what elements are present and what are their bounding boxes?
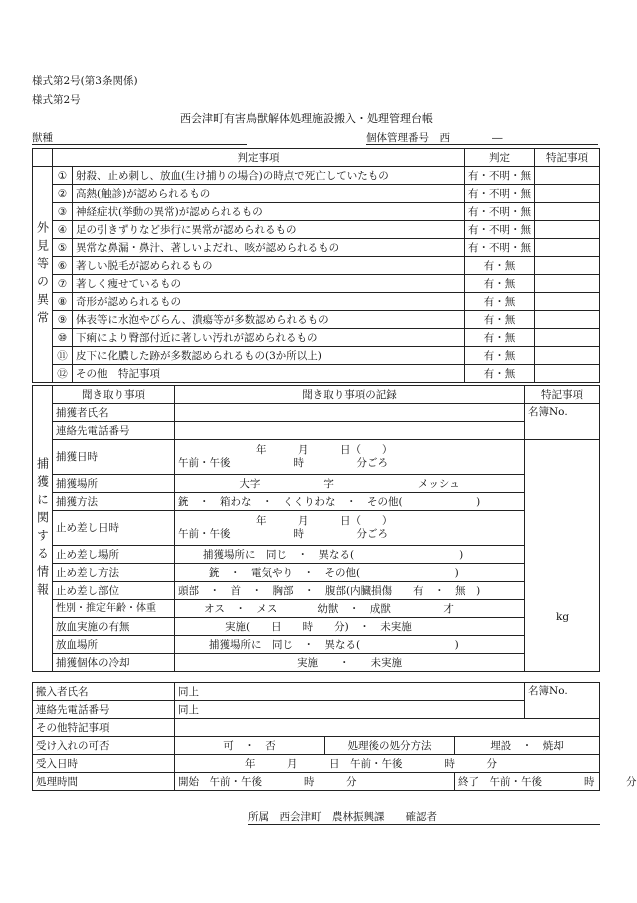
page-title: 西会津町有害鳥獣解体処理施設搬入・処理管理台帳 — [180, 112, 433, 125]
other-notes-label: その他特記事項 — [33, 719, 175, 737]
judge-row — [33, 239, 600, 257]
capturer-name-label: 捕獲者氏名 — [53, 404, 175, 422]
row-number: ④ — [53, 221, 73, 239]
species-label: 獣種 — [32, 132, 53, 144]
col-note-2: 特記事項 — [525, 386, 600, 404]
meibo-no: 名簿No. — [525, 404, 600, 440]
note-cell-2[interactable] — [525, 440, 600, 672]
judge-note-field[interactable] — [535, 347, 600, 365]
carrier-info-table — [32, 682, 637, 791]
form-number: 様式第2号(第3条関係) — [32, 75, 138, 87]
col-judge-item: 判定事項 — [53, 149, 465, 167]
phone-label: 連絡先電話番号 — [53, 422, 175, 440]
judge-row — [33, 311, 600, 329]
judge-options[interactable]: 有・不明・無 — [465, 167, 535, 185]
row-number: ⑥ — [53, 257, 73, 275]
disposal-field[interactable]: 埋設 ・ 焼却 — [455, 737, 600, 755]
judge-item-text: その他 特記事項 — [73, 365, 465, 383]
sex-age-field[interactable]: オス ・ メス 幼獣 ・ 成獣 才 — [175, 600, 525, 618]
kill-place-field[interactable]: 捕獲場所に 同じ ・ 異なる( ) — [175, 546, 525, 564]
col-hearing-item: 聞き取り事項 — [53, 386, 175, 404]
corner-cell — [33, 149, 53, 167]
processing-time-label: 処理時間 — [33, 773, 175, 791]
bleed-field[interactable]: 実施( 日 時 分) ・ 未実施 — [175, 618, 525, 636]
judge-note-field[interactable] — [535, 257, 600, 275]
judge-note-field[interactable] — [535, 203, 600, 221]
judge-note-field[interactable] — [535, 365, 600, 383]
kill-method-field[interactable]: 銃 ・ 電気やり ・ その他( ) — [175, 564, 525, 582]
weight-unit: kg — [556, 611, 570, 623]
phone-field[interactable] — [175, 422, 525, 440]
judge-options[interactable]: 有・不明・無 — [465, 221, 535, 239]
bleed-place-label: 放血場所 — [53, 636, 175, 654]
side-label-capture: 捕獲に関する情報 — [33, 386, 53, 672]
carrier-phone-label: 連絡先電話番号 — [33, 701, 175, 719]
receipt-date-label: 受入日時 — [33, 755, 175, 773]
judge-item-text: 異常な鼻漏・鼻汁、著しいよだれ、咳が認められるもの — [73, 239, 465, 257]
acceptance-field[interactable]: 可 ・ 否 — [175, 737, 325, 755]
row-number: ⑫ — [53, 365, 73, 383]
judge-note-field[interactable] — [535, 329, 600, 347]
bleed-place-field[interactable]: 捕獲場所に 同じ ・ 異なる( ) — [175, 636, 525, 654]
kill-part-label: 止め差し部位 — [53, 582, 175, 600]
judge-item-text: 体表等に水泡やびらん、潰瘍等が多数認められるもの — [73, 311, 465, 329]
row-number: ⑨ — [53, 311, 73, 329]
disposal-label: 処理後の処分方法 — [325, 737, 455, 755]
judge-row — [33, 365, 600, 383]
judge-options[interactable]: 有・無 — [465, 347, 535, 365]
judge-item-text: 下痢により臀部付近に著しい汚れが認められるもの — [73, 329, 465, 347]
capture-method-field[interactable]: 銃 ・ 箱わな ・ くくりわな ・ その他( ) — [175, 493, 525, 511]
capture-place-label: 捕獲場所 — [53, 475, 175, 493]
judge-row — [33, 347, 600, 365]
col-judge: 判定 — [465, 149, 535, 167]
judge-item-text: 皮下に化膿した跡が多数認められるもの(3か所以上) — [73, 347, 465, 365]
capture-date-field[interactable]: 年 月 日（ ） 午前・午後 時 分ごろ — [175, 440, 525, 475]
judge-row — [33, 185, 600, 203]
sex-age-label: 性別・推定年齢・体重 — [53, 600, 175, 618]
processing-start-field[interactable]: 開始 午前・午後 時 分 — [175, 773, 455, 791]
capture-method-label: 捕獲方法 — [53, 493, 175, 511]
cooling-field[interactable]: 実施 ・ 未実施 — [175, 654, 525, 672]
judge-item-text: 著しい脱毛が認められるもの — [73, 257, 465, 275]
judge-options[interactable]: 有・無 — [465, 365, 535, 383]
kill-part-field[interactable]: 頭部 ・ 首 ・ 胸部 ・ 腹部(内臓損傷 有 ・ 無 ) — [175, 582, 525, 600]
judge-options[interactable]: 有・不明・無 — [465, 185, 535, 203]
judge-note-field[interactable] — [535, 185, 600, 203]
row-number: ⑪ — [53, 347, 73, 365]
judge-row — [33, 167, 600, 185]
bleed-label: 放血実施の有無 — [53, 618, 175, 636]
carrier-name-label: 搬入者氏名 — [33, 683, 175, 701]
col-hearing-record: 聞き取り事項の記録 — [175, 386, 525, 404]
kill-method-label: 止め差し方法 — [53, 564, 175, 582]
judge-row — [33, 221, 600, 239]
judge-note-field[interactable] — [535, 275, 600, 293]
judge-row — [33, 275, 600, 293]
processing-end-field[interactable]: 終了 午前・午後 時 分 — [455, 773, 600, 791]
species-underline[interactable] — [32, 144, 247, 145]
row-number: ② — [53, 185, 73, 203]
judge-item-text: 足の引きずりなど歩行に異常が認められるもの — [73, 221, 465, 239]
row-number: ① — [53, 167, 73, 185]
receipt-date-field[interactable]: 年 月 日 午前・午後 時 分 — [175, 755, 600, 773]
judge-options[interactable]: 有・無 — [465, 257, 535, 275]
cooling-label: 捕獲個体の冷却 — [53, 654, 175, 672]
capturer-name-field[interactable] — [175, 404, 525, 422]
acceptance-label: 受け入れの可否 — [33, 737, 175, 755]
judge-options[interactable]: 有・不明・無 — [465, 203, 535, 221]
judge-options[interactable]: 有・無 — [465, 311, 535, 329]
footer-underline[interactable] — [248, 824, 600, 825]
abnormality-table — [32, 148, 600, 383]
footer-confirmer: 所属 西会津町 農林振興課 確認者 — [248, 811, 437, 823]
row-number: ⑤ — [53, 239, 73, 257]
side-label-appearance: 外見等の異常 — [33, 167, 53, 383]
capture-date-label: 捕獲日時 — [53, 440, 175, 475]
judge-item-text: 射殺、止め刺し、放血(生け捕りの場合)の時点で死亡していたもの — [73, 167, 465, 185]
judge-options[interactable]: 有・無 — [465, 275, 535, 293]
judge-note-field[interactable] — [535, 311, 600, 329]
judge-item-text: 著しく痩せているもの — [73, 275, 465, 293]
meibo-no-2: 名簿No. — [525, 683, 600, 719]
other-notes-field[interactable] — [175, 719, 600, 737]
kill-place-label: 止め差し場所 — [53, 546, 175, 564]
carrier-phone-field[interactable]: 同上 — [175, 701, 525, 719]
judge-note-field[interactable] — [535, 167, 600, 185]
judge-note-field[interactable] — [535, 293, 600, 311]
row-number: ⑩ — [53, 329, 73, 347]
individual-id-label: 個体管理番号 西 ― — [366, 132, 503, 144]
judge-row — [33, 203, 600, 221]
judge-options[interactable]: 有・無 — [465, 329, 535, 347]
judge-item-text: 神経症状(挙動の異常)が認められるもの — [73, 203, 465, 221]
judge-row — [33, 329, 600, 347]
judge-options[interactable]: 有・無 — [465, 293, 535, 311]
judge-row — [33, 293, 600, 311]
row-number: ⑧ — [53, 293, 73, 311]
judge-item-text: 高熱(触診)が認められるもの — [73, 185, 465, 203]
form-number-2: 様式第2号 — [32, 94, 81, 106]
kill-date-label: 止め差し日時 — [53, 511, 175, 546]
capture-place-field[interactable]: 大字 字 メッシュ — [175, 475, 525, 493]
judge-options[interactable]: 有・不明・無 — [465, 239, 535, 257]
judge-note-field[interactable] — [535, 239, 600, 257]
carrier-name-field[interactable]: 同上 — [175, 683, 525, 701]
row-number: ⑦ — [53, 275, 73, 293]
col-note: 特記事項 — [535, 149, 600, 167]
judge-item-text: 奇形が認められるもの — [73, 293, 465, 311]
judge-row — [33, 257, 600, 275]
individual-id-underline[interactable] — [366, 144, 598, 145]
kill-date-field[interactable]: 年 月 日（ ） 午前・午後 時 分ごろ — [175, 511, 525, 546]
row-number: ③ — [53, 203, 73, 221]
capture-info-table — [32, 385, 600, 672]
judge-note-field[interactable] — [535, 221, 600, 239]
